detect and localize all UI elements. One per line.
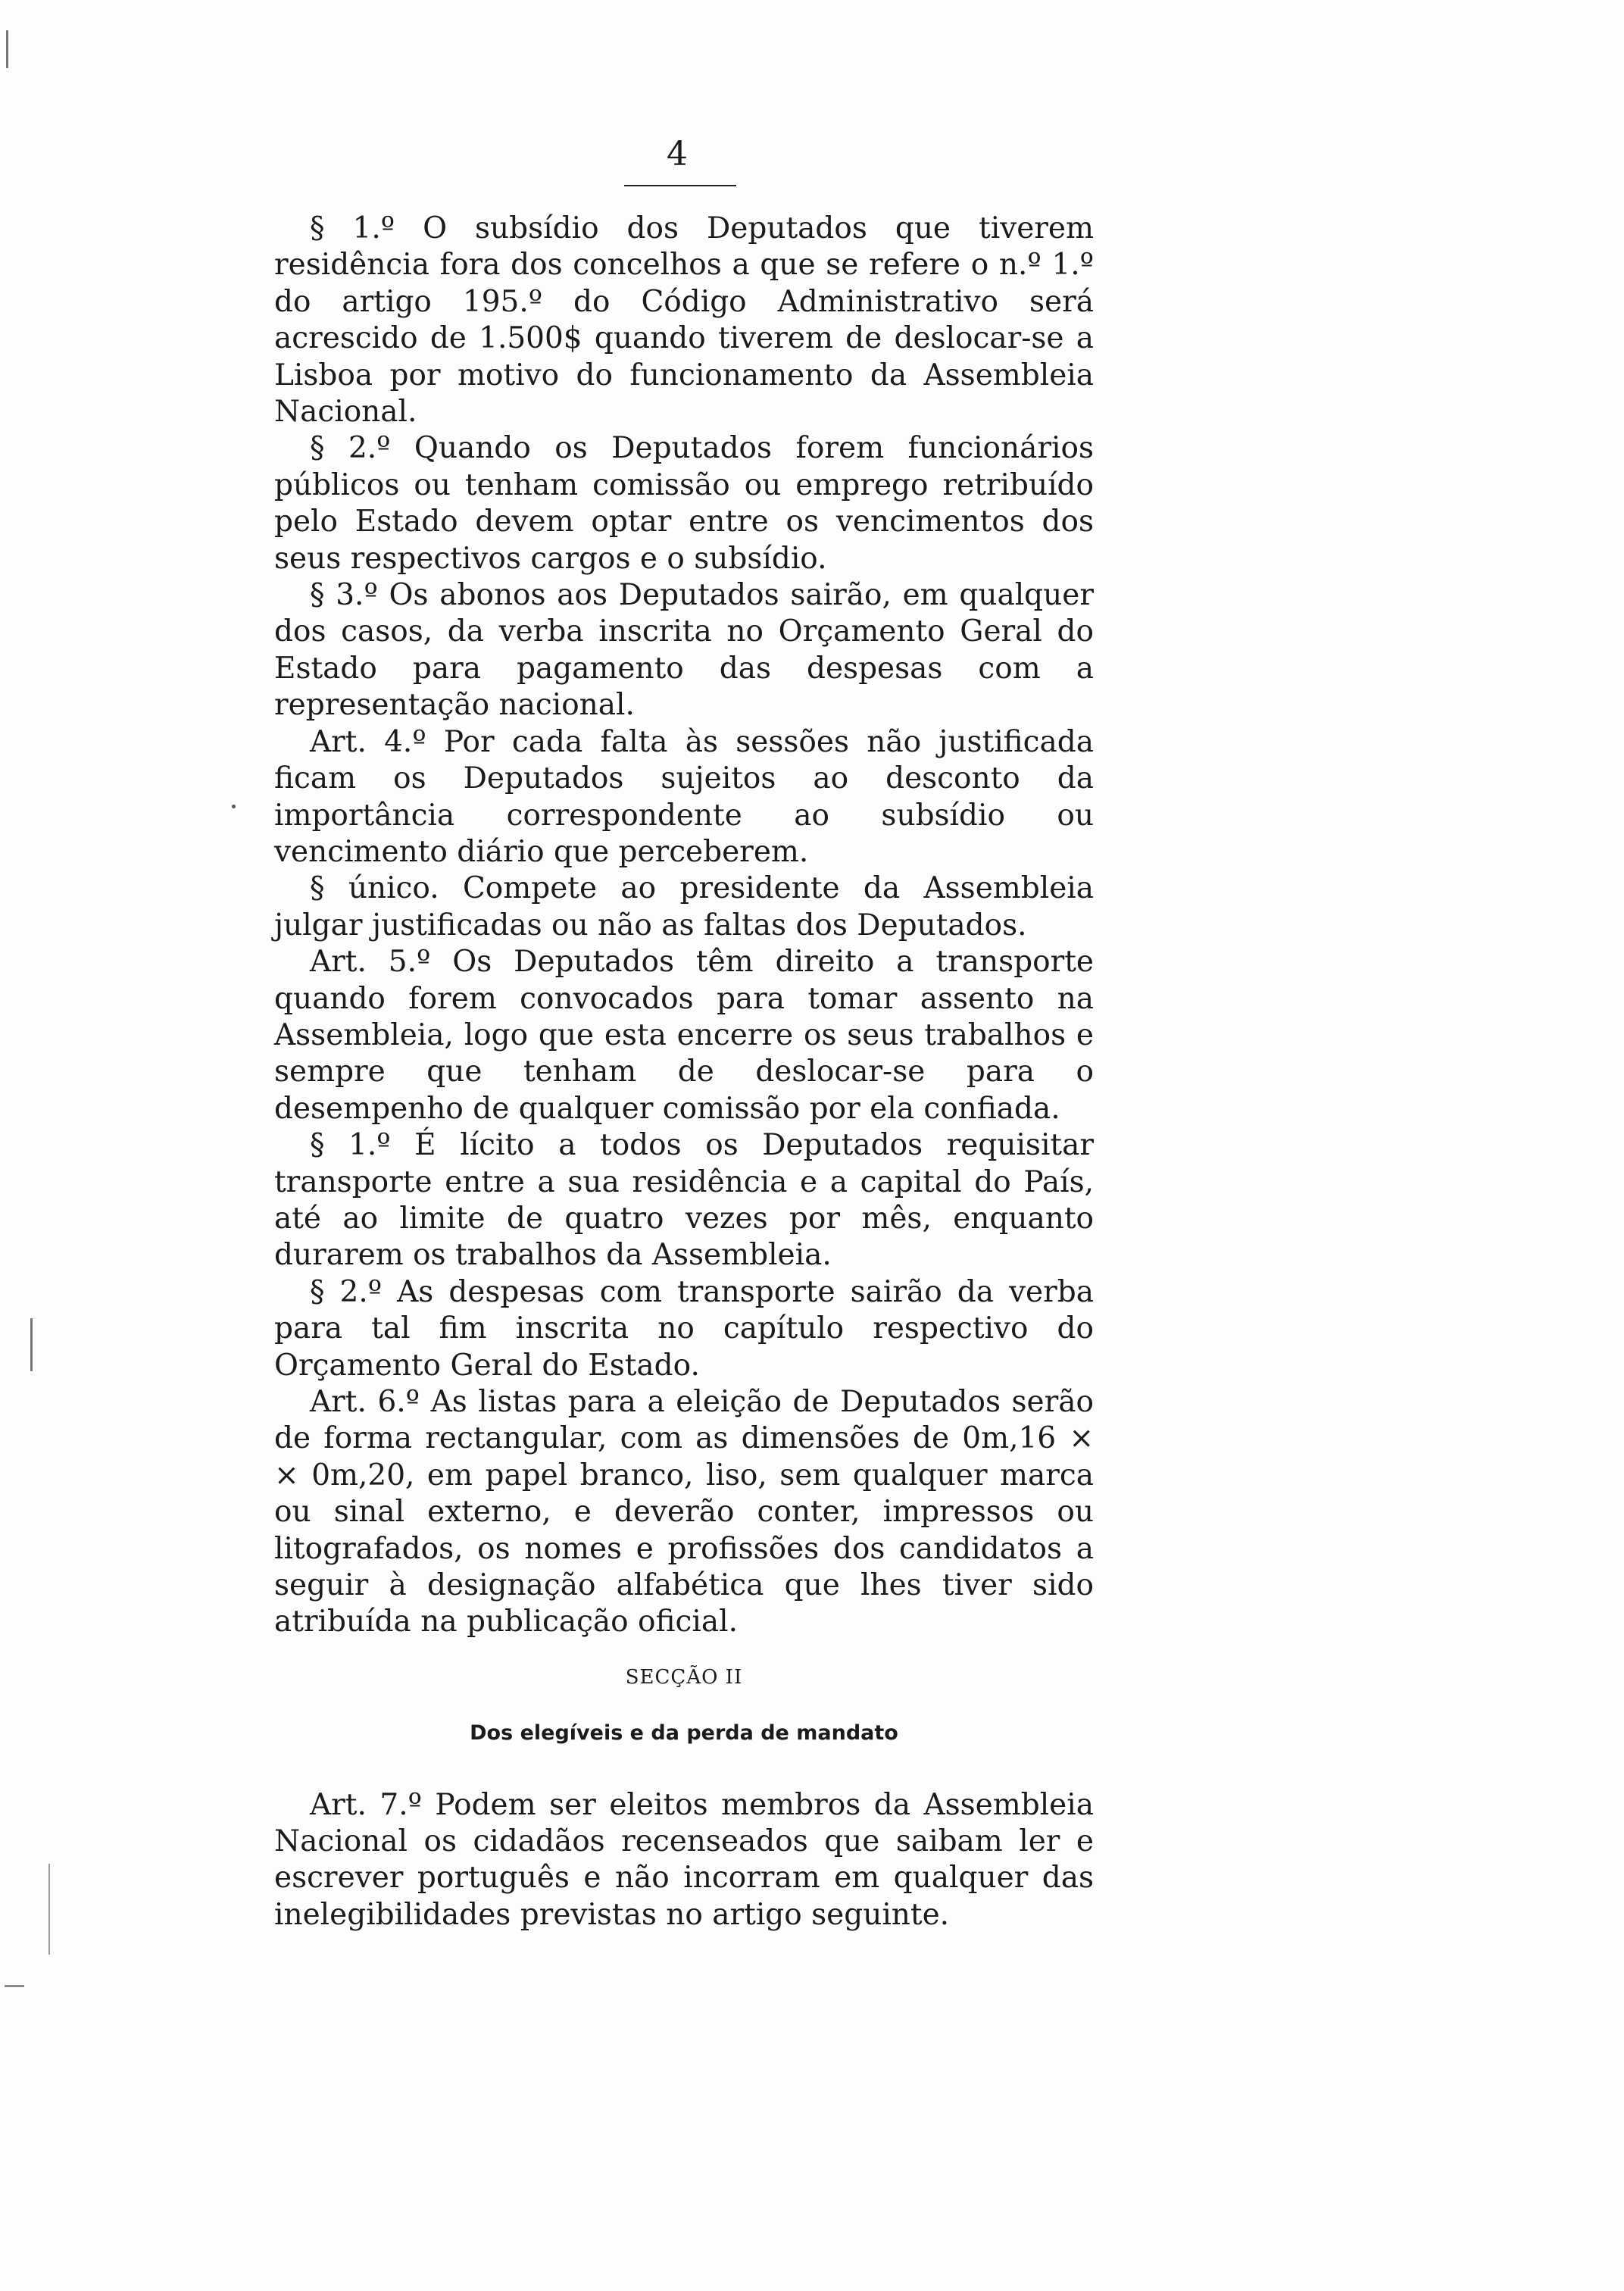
paragraph-art7: Art. 7.º Podem ser eleitos membros da Assembleia Nacional os cidadãos recenseados que saibam ler e escrever português e não incorram em qualquer das inelegibilidades previstas no artigo seguinte. bbox=[274, 1787, 1094, 1932]
paragraph-art3-par3: § 3.º Os abonos aos Deputados sairão, em qualquer dos casos, da verba inscrita no Orçamento Geral do Estado para pagamento das despesas com a representação nacional. bbox=[274, 578, 1094, 723]
scan-mark-top bbox=[6, 30, 8, 68]
document-body bbox=[274, 211, 1094, 1933]
scan-mark-bottom bbox=[5, 1985, 24, 1987]
paragraph-art3-par1: § 1.º O subsídio dos Deputados que tiverem residência fora dos concelhos a que se refere o n.º 1.º do artigo 195.º do Código Administrativo será acrescido de 1.500$ quando tiverem de deslocar-se a Lisboa por motivo do funcionamento da Assembleia Nacional. bbox=[274, 211, 1094, 430]
paragraph-art6: Art. 6.º As listas para a eleição de Deputados serão de forma rectangular, com as dimensões de 0m,16 × × 0m,20, em papel branco, liso, sem qualquer marca ou sinal externo, e deverão conter, impressos ou litografados, os nomes e profissões dos candidatos a seguir à designação alfabética que lhes tiver sido atribuída na publicação oficial. bbox=[274, 1385, 1094, 1639]
paragraph-art4-single: § único. Compete ao presidente da Assembleia julgar justificadas ou não as faltas dos Deputados. bbox=[274, 871, 1094, 942]
paragraph-art4: Art. 4.º Por cada falta às sessões não justificada ficam os Deputados sujeitos ao desconto da importância correspondente ao subsídio ou vencimento diário que perceberem. bbox=[274, 724, 1094, 869]
speck-mark bbox=[232, 805, 236, 808]
paragraph-art3-par2: § 2.º Quando os Deputados forem funcionários públicos ou tenham comissão ou emprego retribuído pelo Estado devem optar entre os vencimentos dos seus respectivos cargos e o subsídio. bbox=[274, 431, 1094, 576]
scan-mark-middle bbox=[30, 1318, 33, 1371]
scan-mark-lower bbox=[48, 1864, 50, 1955]
paragraph-art5-par2: § 2.º As despesas com transporte sairão da verba para tal fim inscrita no capítulo respectivo do Orçamento Geral do Estado. bbox=[274, 1274, 1094, 1383]
paragraph-art5-par1: § 1.º É lícito a todos os Deputados requisitar transporte entre a sua residência e a capital do País, até ao limite de quatro vezes por mês, enquanto durarem os trabalhos da Assembleia. bbox=[274, 1128, 1094, 1273]
section-subtitle: Dos elegíveis e da perda de mandato bbox=[470, 1721, 898, 1746]
paragraph-art5: Art. 5.º Os Deputados têm direito a transporte quando forem convocados para tomar assento na Assembleia, logo que esta encerre os seus trabalhos e sempre que tenham de deslocar-se para o desempenho de qualquer comissão por ela confiada. bbox=[274, 945, 1094, 1126]
section-heading: SECÇÃO II bbox=[625, 1665, 743, 1689]
page-number-rule bbox=[624, 185, 736, 186]
page-number: 4 bbox=[667, 135, 688, 173]
